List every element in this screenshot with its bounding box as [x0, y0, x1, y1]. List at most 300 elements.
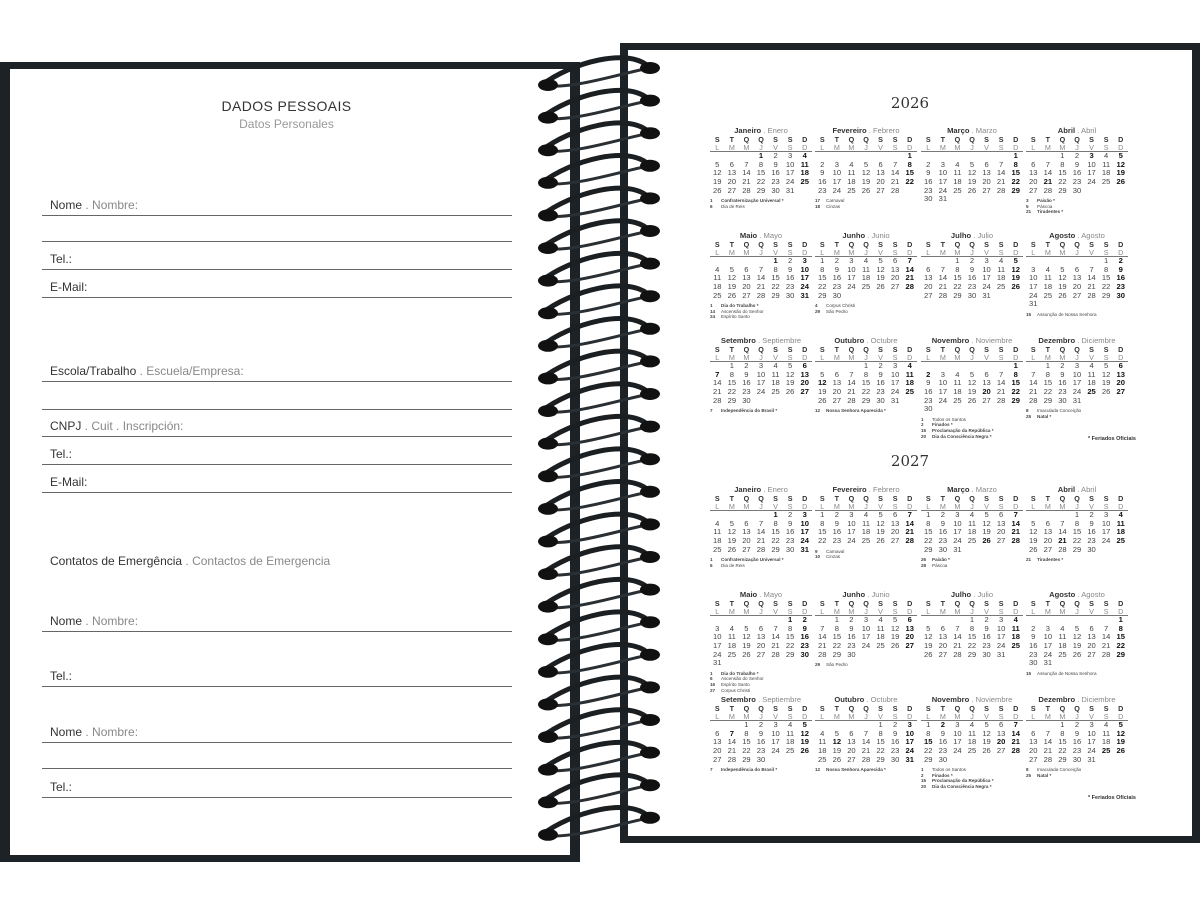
- day-cell: 4: [1045, 264, 1050, 274]
- day-cell: 28: [756, 290, 766, 300]
- day-cell: 18: [1087, 378, 1096, 388]
- weekday-label: M: [833, 352, 840, 362]
- weekday-label: D: [1118, 240, 1124, 249]
- weekday-label: M: [848, 501, 855, 511]
- day-cell: 19: [890, 632, 900, 642]
- day-cell: 25: [800, 176, 809, 186]
- day-cell: 21: [713, 386, 722, 396]
- day-cell: 15: [1011, 168, 1020, 178]
- day-cell: 19: [800, 737, 809, 747]
- emergency-phone-2[interactable]: [42, 769, 512, 798]
- weekday-label: Q: [969, 599, 975, 608]
- day-cell: 11: [968, 518, 976, 528]
- day-cell: 13: [832, 378, 842, 388]
- day-cell: 22: [924, 535, 933, 545]
- weekday-label: S: [984, 240, 989, 249]
- day-cell: 17: [800, 527, 809, 537]
- weekday-label: D: [1118, 711, 1124, 721]
- day-cell: 17: [847, 527, 856, 537]
- day-cell: 13: [996, 728, 1006, 738]
- feriados-note: * Feriados Oficiais: [1088, 795, 1136, 801]
- weekday-label: S: [892, 345, 898, 354]
- day-cell: 9: [984, 623, 989, 633]
- day-cell: 1: [729, 361, 734, 371]
- weekday-label: S: [1103, 142, 1109, 152]
- weekday-label: S: [773, 345, 778, 354]
- weekday-label: D: [1013, 247, 1019, 257]
- day-cell: 28: [905, 281, 914, 291]
- day-cell: 3: [1089, 151, 1094, 161]
- weekday-label: Q: [758, 240, 764, 249]
- weekday-label: S: [892, 247, 898, 257]
- spiral-ring-end: [538, 568, 558, 580]
- weekday-label: V: [1089, 711, 1094, 721]
- day-cell: 26: [727, 290, 737, 300]
- weekday-label: S: [892, 704, 898, 713]
- day-cell: 3: [940, 159, 945, 169]
- weekday-label: Q: [863, 345, 869, 354]
- day-cell: 13: [1043, 527, 1053, 537]
- spiral-ring-end: [538, 209, 558, 221]
- day-cell: 20: [1087, 640, 1096, 650]
- day-cell: 7: [999, 159, 1004, 169]
- emergency-name-1[interactable]: [42, 603, 512, 632]
- day-cell: 2: [940, 510, 945, 520]
- weekday-label: Q: [758, 494, 764, 503]
- day-cell: 16: [890, 737, 900, 747]
- emergency-label: Contatos de Emergência: [50, 554, 183, 568]
- day-cell: 3: [1089, 720, 1094, 730]
- weekday-label: S: [892, 599, 898, 608]
- day-cell: 19: [1058, 281, 1067, 291]
- weekday-label: S: [714, 704, 720, 713]
- day-cell: 27: [1116, 386, 1125, 396]
- day-cell: 13: [1116, 369, 1125, 379]
- day-cell: 13: [890, 518, 900, 528]
- day-grid: [815, 511, 917, 545]
- day-cell: 3: [849, 510, 854, 520]
- day-cell: 17: [847, 273, 856, 283]
- day-cell: 12: [727, 273, 737, 283]
- day-cell: 25: [996, 281, 1006, 291]
- holiday-item: 7 Independência do Brasil *: [710, 767, 778, 773]
- day-cell: 31: [1029, 299, 1038, 309]
- spiral-ring-end: [538, 764, 558, 776]
- weekday-label: S: [773, 704, 778, 713]
- day-cell: 5: [1013, 256, 1018, 266]
- day-cell: 18: [861, 273, 871, 283]
- spiral-ring-end: [640, 649, 660, 661]
- day-cell: 4: [863, 510, 869, 520]
- weekday-label: M: [1059, 142, 1066, 152]
- weekday-header-es: [921, 144, 1023, 153]
- day-cell: 4: [1060, 623, 1065, 633]
- day-cell: 25: [905, 386, 914, 396]
- day-cell: 27: [713, 754, 722, 764]
- day-cell: 17: [1043, 640, 1053, 650]
- month-name: Dezembro . Diciembre: [1038, 695, 1116, 704]
- day-cell: 25: [861, 281, 871, 291]
- month-name: Abril . Abril: [1057, 126, 1097, 135]
- spiral-ring-end: [640, 160, 660, 172]
- weekday-label: D: [1013, 606, 1019, 616]
- day-cell: 7: [940, 264, 945, 274]
- weekday-label: L: [715, 501, 720, 511]
- email-field[interactable]: [42, 269, 512, 298]
- day-cell: 21: [742, 176, 751, 186]
- day-grid: [815, 721, 917, 764]
- day-cell: 12: [924, 632, 933, 642]
- day-cell: 28: [756, 544, 766, 554]
- day-cell: 10: [1029, 273, 1038, 283]
- weekday-header-es: [1026, 249, 1128, 258]
- day-cell: 14: [771, 632, 780, 642]
- emergency-phone-1[interactable]: [42, 658, 512, 687]
- day-cell: 20: [876, 176, 885, 186]
- day-cell: 25: [847, 185, 856, 195]
- day-cell: 18: [861, 527, 871, 537]
- holiday-list: [710, 408, 812, 414]
- day-cell: 12: [890, 623, 900, 633]
- day-cell: 13: [1087, 632, 1096, 642]
- weekday-label: S: [1103, 711, 1109, 721]
- weekday-label: S: [984, 599, 989, 608]
- weekday-label: J: [970, 142, 974, 152]
- left-page-cover: [0, 62, 580, 862]
- day-cell: 14: [1043, 737, 1053, 747]
- weekday-label: V: [1089, 142, 1094, 152]
- day-cell: 18: [818, 745, 827, 755]
- day-cell: 14: [905, 518, 914, 528]
- name-field[interactable]: [42, 187, 512, 216]
- day-cell: 13: [727, 168, 737, 178]
- weekday-label: T: [1045, 599, 1051, 608]
- day-cell: 19: [982, 527, 991, 537]
- weekday-label: D: [907, 606, 913, 616]
- day-cell: 4: [1089, 361, 1094, 371]
- day-cell: 26: [818, 395, 827, 405]
- month-name: Fevereiro . Febrero: [832, 126, 900, 135]
- day-cell: 6: [878, 159, 883, 169]
- day-cell: 16: [818, 176, 827, 186]
- day-cell: 24: [756, 386, 766, 396]
- day-cell: 14: [727, 737, 737, 747]
- work-email-field[interactable]: [42, 464, 512, 493]
- day-cell: 14: [938, 273, 948, 283]
- holiday-list: [1026, 767, 1128, 778]
- weekday-label: S: [1030, 704, 1036, 713]
- day-cell: 30: [1029, 658, 1038, 668]
- day-cell: 21: [847, 386, 856, 396]
- weekday-label: J: [864, 501, 868, 511]
- weekday-label: J: [864, 142, 868, 152]
- day-cell: 31: [953, 544, 962, 554]
- day-cell: 14: [818, 632, 827, 642]
- day-grid: [710, 257, 812, 300]
- phone-label: Tel.:: [50, 252, 73, 266]
- weekday-label: S: [773, 599, 778, 608]
- day-cell: 20: [742, 281, 751, 291]
- spiral-ring-end: [640, 388, 660, 400]
- day-cell: 17: [861, 632, 871, 642]
- spiral-ring-end: [640, 421, 660, 433]
- day-cell: 24: [1087, 176, 1096, 186]
- day-cell: 28: [713, 395, 722, 405]
- weekday-label: Q: [1074, 135, 1080, 144]
- spiral-ring-end: [640, 486, 660, 498]
- day-cell: 3: [788, 151, 793, 161]
- day-cell: 17: [982, 273, 991, 283]
- day-cell: 6: [984, 369, 989, 379]
- name-label-es: Nombre:: [92, 198, 139, 212]
- day-cell: 15: [1058, 168, 1067, 178]
- school-work-field[interactable]: [42, 353, 512, 382]
- day-grid: [1026, 362, 1128, 405]
- day-cell: 2: [758, 720, 764, 730]
- day-cell: 4: [1118, 510, 1123, 520]
- day-cell: 12: [727, 527, 737, 537]
- day-cell: 13: [847, 737, 856, 747]
- day-cell: 8: [969, 623, 975, 633]
- day-cell: 6: [834, 369, 839, 379]
- day-cell: 6: [999, 510, 1004, 520]
- day-cell: 19: [727, 281, 737, 291]
- weekday-label: Q: [758, 599, 764, 608]
- day-cell: 21: [1011, 527, 1020, 537]
- spiral-ring-end: [640, 551, 660, 563]
- weekday-label: L: [820, 711, 825, 721]
- holiday-item: 15 Assunção de Nossa Senhora: [1026, 311, 1097, 317]
- phone-field[interactable]: [42, 241, 512, 270]
- weekday-label: S: [787, 352, 793, 362]
- month-novembro-2026: [921, 336, 1023, 439]
- year-title-2027: 2027: [890, 452, 930, 470]
- holiday-list: [815, 198, 917, 209]
- weekday-label: Q: [954, 494, 961, 503]
- day-cell: 16: [924, 176, 933, 186]
- day-cell: 1: [969, 615, 975, 625]
- day-cell: 1: [863, 361, 869, 371]
- day-cell: 2: [969, 256, 975, 266]
- work-phone-field[interactable]: [42, 436, 512, 465]
- day-cell: 18: [1043, 281, 1053, 291]
- cnpj-field[interactable]: [42, 408, 512, 437]
- day-grid: [710, 152, 812, 195]
- weekday-label: J: [864, 352, 868, 362]
- work-email-label: E-Mail:: [50, 475, 88, 489]
- day-cell: 22: [818, 535, 827, 545]
- weekday-label: M: [743, 142, 750, 152]
- day-cell: 2: [926, 369, 931, 379]
- weekday-label: M: [954, 711, 961, 721]
- weekday-label: Q: [1059, 599, 1066, 608]
- day-cell: 14: [756, 273, 766, 283]
- weekday-label: Q: [954, 345, 961, 354]
- cnpj-label: CNPJ: [50, 419, 82, 433]
- day-cell: 21: [1043, 176, 1053, 186]
- month-name: Outubro . Octubre: [834, 695, 898, 704]
- weekday-label: S: [1030, 345, 1036, 354]
- day-cell: 16: [785, 527, 795, 537]
- day-cell: 18: [785, 737, 795, 747]
- day-cell: 11: [997, 264, 1006, 274]
- day-cell: 12: [861, 168, 871, 178]
- day-cell: 15: [771, 527, 780, 537]
- day-cell: 10: [771, 728, 780, 738]
- day-cell: 29: [1011, 395, 1020, 405]
- day-cell: 15: [924, 737, 933, 747]
- day-cell: 14: [996, 378, 1006, 388]
- day-cell: 28: [890, 185, 900, 195]
- month-agosto-2027: [1026, 590, 1128, 676]
- weekday-label: Q: [758, 345, 764, 354]
- day-grid: [1026, 616, 1128, 668]
- day-cell: 26: [1101, 386, 1111, 396]
- weekday-label: S: [1103, 345, 1109, 354]
- day-cell: 17: [938, 386, 948, 396]
- day-cell: 27: [876, 185, 885, 195]
- day-cell: 23: [756, 745, 766, 755]
- weekday-label: T: [834, 494, 840, 503]
- weekday-label: V: [878, 501, 883, 511]
- day-cell: 7: [1045, 728, 1050, 738]
- weekday-label: T: [729, 599, 735, 608]
- day-cell: 28: [861, 754, 871, 764]
- weekday-label: S: [787, 142, 793, 152]
- day-cell: 21: [905, 527, 914, 537]
- weekday-label: T: [1045, 704, 1051, 713]
- day-cell: 23: [938, 745, 948, 755]
- weekday-label: S: [787, 240, 793, 249]
- month-março-2027: [921, 485, 1023, 568]
- spiral-ring-end: [538, 470, 558, 482]
- weekday-label: S: [1030, 135, 1036, 144]
- day-cell: 22: [1011, 176, 1020, 186]
- weekday-label: S: [998, 494, 1004, 503]
- day-cell: 12: [1029, 527, 1038, 537]
- day-cell: 3: [999, 615, 1004, 625]
- emergency-name-2[interactable]: [42, 714, 512, 743]
- day-cell: 21: [756, 281, 766, 291]
- day-cell: 30: [967, 290, 977, 300]
- day-grid: [921, 152, 1023, 204]
- day-cell: 3: [893, 361, 898, 371]
- day-cell: 27: [938, 649, 948, 659]
- day-cell: 13: [905, 623, 914, 633]
- day-cell: 31: [890, 395, 900, 405]
- day-cell: 28: [1011, 745, 1020, 755]
- day-cell: 9: [820, 168, 825, 178]
- spiral-ring-end: [538, 177, 558, 189]
- day-cell: 21: [1043, 745, 1053, 755]
- weekday-label: S: [819, 599, 825, 608]
- month-novembro-2027: [921, 695, 1023, 790]
- weekday-label: S: [1089, 494, 1094, 503]
- day-cell: 16: [771, 168, 780, 178]
- weekday-label: M: [1044, 247, 1051, 257]
- holiday-list: [815, 303, 917, 314]
- day-cell: 21: [727, 745, 737, 755]
- day-grid: [710, 511, 812, 554]
- day-cell: 28: [1043, 754, 1053, 764]
- day-cell: 21: [890, 176, 900, 186]
- weekday-label: J: [1075, 606, 1079, 616]
- day-cell: 22: [967, 640, 977, 650]
- day-cell: 7: [1104, 623, 1109, 633]
- weekday-label: D: [802, 501, 808, 511]
- day-cell: 17: [785, 168, 795, 178]
- day-cell: 27: [905, 640, 914, 650]
- day-cell: 3: [834, 159, 839, 169]
- weekday-label: D: [1013, 352, 1019, 362]
- weekday-label: M: [833, 142, 840, 152]
- weekday-label: S: [819, 345, 825, 354]
- separator: .: [82, 614, 93, 628]
- spiral-ring-end: [538, 601, 558, 613]
- day-cell: 22: [1058, 745, 1067, 755]
- day-cell: 30: [876, 395, 885, 405]
- spiral-ring-end: [640, 714, 660, 726]
- day-cell: 23: [982, 640, 991, 650]
- weekday-label: D: [907, 352, 913, 362]
- day-cell: 30: [756, 754, 766, 764]
- day-cell: 19: [727, 535, 737, 545]
- weekday-label: L: [820, 352, 825, 362]
- day-cell: 9: [926, 168, 931, 178]
- weekday-label: S: [998, 599, 1004, 608]
- day-cell: 20: [982, 386, 991, 396]
- day-cell: 11: [953, 168, 962, 178]
- day-cell: 24: [847, 281, 856, 291]
- weekday-label: L: [926, 352, 931, 362]
- page-title: DADOS PESSOAIS: [221, 98, 352, 114]
- day-cell: 2: [1060, 361, 1065, 371]
- day-cell: 21: [861, 745, 871, 755]
- weekday-label: S: [1103, 501, 1109, 511]
- day-cell: 27: [982, 395, 991, 405]
- day-cell: 4: [1104, 720, 1109, 730]
- holiday-item: 1 Confraternização Universal *: [710, 557, 784, 563]
- weekday-header-es: [815, 144, 917, 153]
- day-cell: 7: [893, 159, 898, 169]
- weekday-label: L: [715, 247, 720, 257]
- day-cell: 31: [800, 290, 809, 300]
- weekday-label: Q: [969, 494, 975, 503]
- day-cell: 1: [1045, 361, 1050, 371]
- day-cell: 3: [1074, 361, 1080, 371]
- weekday-label: V: [773, 711, 778, 721]
- day-cell: 21: [771, 640, 780, 650]
- day-cell: 12: [785, 369, 795, 379]
- day-cell: 20: [890, 273, 900, 283]
- day-cell: 27: [742, 290, 751, 300]
- day-cell: 24: [832, 185, 842, 195]
- spiral-ring-end: [640, 192, 660, 204]
- day-cell: 7: [1089, 264, 1094, 274]
- weekday-label: D: [1013, 704, 1019, 713]
- day-cell: 21: [1087, 281, 1096, 291]
- day-cell: 2: [788, 256, 793, 266]
- holiday-item: 6 Dia de Reis: [710, 562, 745, 568]
- weekday-label: S: [1030, 599, 1036, 608]
- feriados-note: * Feriados Oficiais: [1088, 436, 1136, 442]
- day-cell: 31: [1072, 395, 1082, 405]
- weekday-label: L: [715, 142, 720, 152]
- day-cell: 9: [1031, 632, 1036, 642]
- weekday-label: J: [759, 711, 763, 721]
- day-cell: 4: [1013, 615, 1018, 625]
- day-cell: 12: [818, 378, 827, 388]
